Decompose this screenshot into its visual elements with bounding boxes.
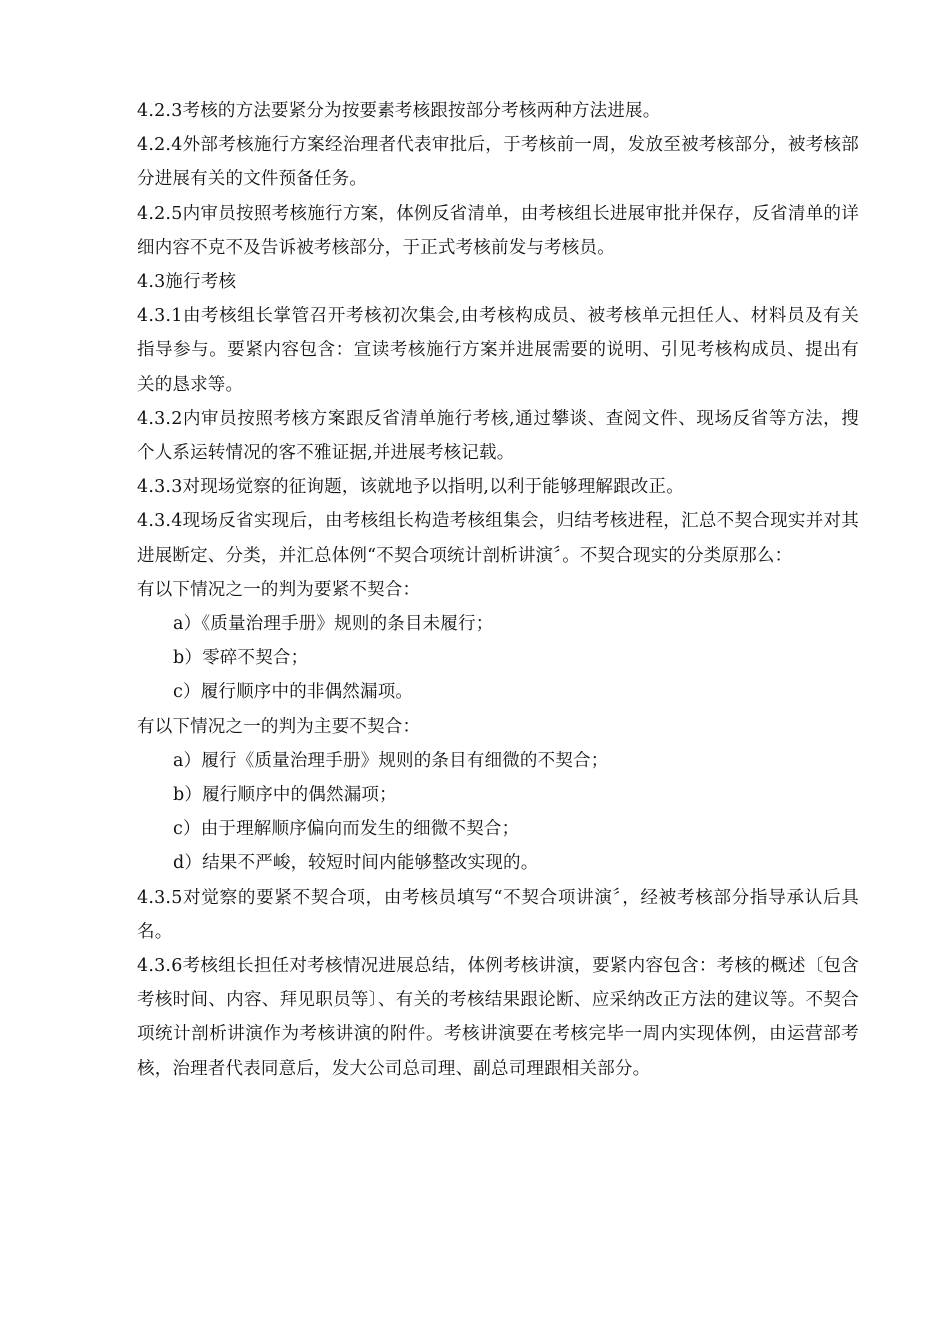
paragraph-4-3-3: 4.3.3对现场觉察的征询题，该就地予以指明,以利于能够理解跟改正。 — [137, 477, 684, 498]
minor-item-d: d）结果不严峻，较短时间内能够整改实现的。 — [173, 853, 539, 874]
paragraph-4-2-4: 4.2.4外部考核施行方案经治理者代表审批后，于考核前一周，发放至被考核部分，被考核部分进展有关的文件预备任务。 — [137, 135, 859, 190]
paragraph-4-3-2: 4.3.2内审员按照考核方案跟反省清单施行考核,通过攀谈、查阅文件、现场反省等方法，搜个人系运转情况的客不雅证据,并进展考核记载。 — [137, 408, 859, 464]
paragraph-4-3-6: 4.3.6考核组长担任对考核情况进展总结，体例考核讲演，要紧内容包含：考核的概述〔包含考核时间、内容、拜见职员等〕、有关的考核结果跟论断、应采纳改正方法的建议等。不契合项统计剖析讲演作为考核讲演的附件。考核讲演要在考核完毕一周内实现体例，由运营部考核，治理者代表同意后，发大公司总司理、副总司理跟相关部分。 — [137, 956, 859, 1079]
minor-item-a: a）履行《质量治理手册》规则的条目有细微的不契合； — [173, 750, 609, 771]
paragraph-4-2-3: 4.2.3考核的方法要紧分为按要素考核跟按部分考核两种方法进展。 — [137, 101, 661, 121]
major-item-a: a）《质量治理手册》规则的条目未履行； — [173, 614, 494, 635]
paragraph-4-3-1: 4.3.1由考核组长掌管召开考核初次集会,由考核构成员、被考核单元担任人、材料员及有关指导参与。要紧内容包含：宣读考核施行方案并进展需要的说明、引见考核构成员、提出有关的恳求等。 — [137, 306, 859, 395]
paragraph-4-3-5: 4.3.5对觉察的要紧不契合项，由考核员填写“不契合项讲演〞，经被考核部分指导承认后具名。 — [137, 887, 859, 942]
minor-nonconformity-intro: 有以下情况之一的判为主要不契合： — [137, 716, 421, 737]
minor-item-b: b）履行顺序中的偶然漏项； — [173, 785, 397, 806]
major-nonconformity-intro: 有以下情况之一的判为要紧不契合： — [137, 579, 421, 600]
document-body — [137, 94, 859, 1086]
major-item-c: c）履行顺序中的非偶然漏项。 — [173, 682, 414, 703]
section-heading-4-3: 4.3施行考核 — [137, 272, 237, 293]
paragraph-4-3-4: 4.3.4现场反省实现后，由考核组长构造考核组集会，归结考核进程，汇总不契合现实并对其进展断定、分类，并汇总体例“不契合项统计剖析讲演〞。不契合现实的分类原那么： — [137, 511, 859, 566]
minor-item-c: c）由于理解顺序偏向而发生的细微不契合； — [173, 819, 520, 840]
major-item-b: b）零碎不契合； — [173, 648, 309, 669]
paragraph-4-2-5: 4.2.5内审员按照考核施行方案，体例反省清单，由考核组长进展审批并保存，反省清单的详细内容不克不及告诉被考核部分，于正式考核前发与考核员。 — [137, 203, 859, 258]
